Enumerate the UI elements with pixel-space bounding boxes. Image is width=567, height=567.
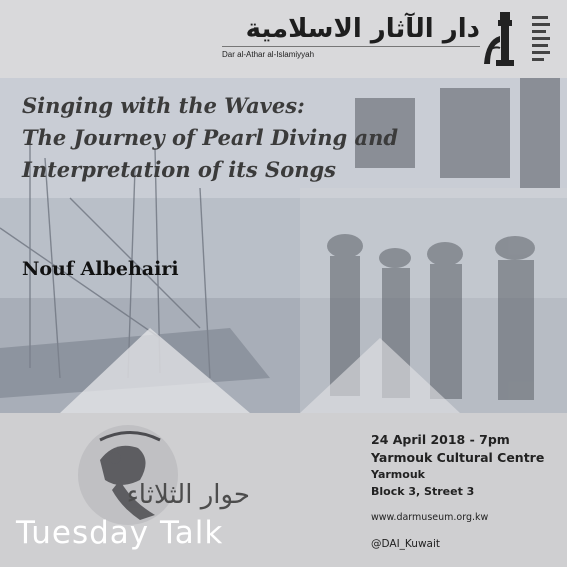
event-details [371, 432, 561, 498]
series-arabic-title: حوار الثلاثاء [126, 480, 250, 510]
social-handle[interactable]: @DAI_Kuwait [371, 538, 441, 550]
museum-logo-icon [482, 10, 528, 68]
event-title-line: Singing with the Waves: [22, 93, 305, 118]
event-title-line: Interpretation of its Songs [22, 157, 337, 182]
speaker-name: Nouf Albehairi [22, 258, 179, 280]
brand-english-name: Dar al-Athar al-Islamiyyah [222, 50, 315, 59]
website-link[interactable]: www.darmuseum.org.kw [371, 512, 489, 523]
brand-divider [222, 46, 480, 47]
museum-logo-arabic-mark [528, 14, 554, 66]
event-title [22, 90, 442, 186]
event-date-time: 24 April 2018 - 7pm [371, 432, 510, 447]
event-address: Block 3, Street 3 [371, 485, 475, 498]
event-area: Yarmouk [371, 468, 425, 481]
brand-arabic-name: دار الآثار الاسلامية [245, 14, 480, 44]
series-english-title: Tuesday Talk [16, 515, 224, 551]
event-venue: Yarmouk Cultural Centre [371, 450, 545, 465]
event-title-line: The Journey of Pearl Diving and [22, 125, 399, 150]
